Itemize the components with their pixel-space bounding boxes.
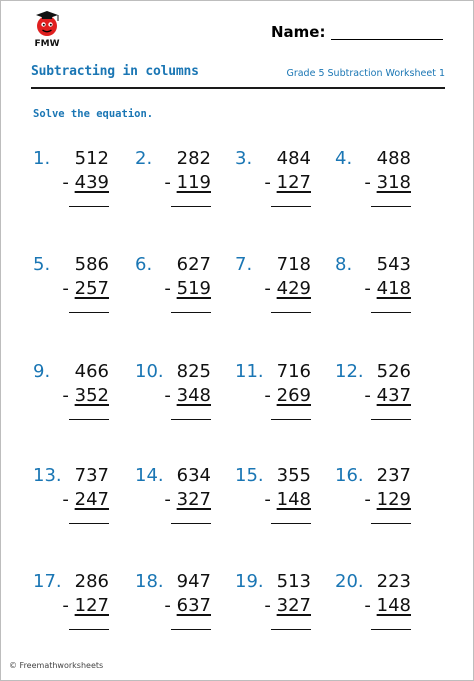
problem-minuend: 526 — [376, 361, 411, 382]
problem-subtrahend-row: - 148 — [264, 489, 311, 510]
problem-subtrahend: 418 — [376, 278, 411, 299]
answer-line[interactable] — [171, 629, 211, 630]
problem-number: 12. — [335, 361, 364, 382]
problem-number: 1. — [33, 148, 51, 169]
problem-number: 4. — [335, 148, 353, 169]
problem-subtrahend-row: - 418 — [364, 278, 411, 299]
problem-minuend: 716 — [276, 361, 311, 382]
problem-subtrahend: 637 — [176, 595, 211, 616]
footer-credit: © Freemathworksheets — [9, 661, 104, 670]
problem-minuend: 947 — [176, 571, 211, 592]
problem-subtrahend: 429 — [276, 278, 311, 299]
answer-line[interactable] — [371, 419, 411, 420]
problem-11 — [235, 361, 335, 441]
problem-17 — [33, 571, 133, 651]
problem-subtrahend: 257 — [74, 278, 109, 299]
problem-subtrahend-row: - 327 — [264, 595, 311, 616]
answer-line[interactable] — [271, 206, 311, 207]
problem-18 — [135, 571, 235, 651]
problem-10 — [135, 361, 235, 441]
problem-subtrahend-row: - 127 — [62, 595, 109, 616]
problem-14 — [135, 465, 235, 545]
problem-minuend: 586 — [74, 254, 109, 275]
problem-minuend: 355 — [276, 465, 311, 486]
name-label: Name: — [271, 23, 326, 41]
answer-line[interactable] — [69, 419, 109, 420]
problem-minuend: 223 — [376, 571, 411, 592]
problem-subtrahend: 127 — [74, 595, 109, 616]
problem-subtrahend-row: - 269 — [264, 385, 311, 406]
problem-subtrahend: 247 — [74, 489, 109, 510]
problem-minuend: 484 — [276, 148, 311, 169]
problem-number: 15. — [235, 465, 264, 486]
problem-subtrahend-row: - 439 — [62, 172, 109, 193]
answer-line[interactable] — [371, 523, 411, 524]
problem-minuend: 286 — [74, 571, 109, 592]
answer-line[interactable] — [69, 206, 109, 207]
answer-line[interactable] — [171, 206, 211, 207]
problem-7 — [235, 254, 335, 334]
problem-16 — [335, 465, 435, 545]
problem-subtrahend-row: - 127 — [264, 172, 311, 193]
problem-subtrahend-row: - 327 — [164, 489, 211, 510]
problem-minuend: 466 — [74, 361, 109, 382]
problem-9 — [33, 361, 133, 441]
answer-line[interactable] — [371, 312, 411, 313]
answer-line[interactable] — [271, 629, 311, 630]
problem-number: 5. — [33, 254, 51, 275]
problem-8 — [335, 254, 435, 334]
logo — [31, 9, 63, 55]
answer-line[interactable] — [171, 312, 211, 313]
problem-subtrahend-row: - 257 — [62, 278, 109, 299]
problem-number: 19. — [235, 571, 264, 592]
page-subtitle: Grade 5 Subtraction Worksheet 1 — [286, 68, 445, 79]
problem-minuend: 282 — [176, 148, 211, 169]
problem-subtrahend: 327 — [176, 489, 211, 510]
problem-subtrahend-row: - 318 — [364, 172, 411, 193]
problem-number: 8. — [335, 254, 353, 275]
problem-number: 10. — [135, 361, 164, 382]
problem-minuend: 513 — [276, 571, 311, 592]
problem-number: 20. — [335, 571, 364, 592]
problem-subtrahend: 439 — [74, 172, 109, 193]
answer-line[interactable] — [371, 206, 411, 207]
problem-2 — [135, 148, 235, 228]
problem-number: 18. — [135, 571, 164, 592]
problem-minuend: 512 — [74, 148, 109, 169]
problem-minuend: 488 — [376, 148, 411, 169]
problem-12 — [335, 361, 435, 441]
answer-line[interactable] — [171, 523, 211, 524]
problem-4 — [335, 148, 435, 228]
problem-6 — [135, 254, 235, 334]
name-field[interactable] — [331, 39, 443, 40]
page-title: Subtracting in columns — [31, 64, 199, 79]
problem-subtrahend-row: - 247 — [62, 489, 109, 510]
problem-subtrahend: 327 — [276, 595, 311, 616]
problem-minuend: 634 — [176, 465, 211, 486]
problem-subtrahend-row: - 637 — [164, 595, 211, 616]
problem-subtrahend: 148 — [376, 595, 411, 616]
header-divider — [31, 87, 445, 89]
problem-number: 2. — [135, 148, 153, 169]
problem-minuend: 627 — [176, 254, 211, 275]
problem-minuend: 718 — [276, 254, 311, 275]
problem-subtrahend: 119 — [176, 172, 211, 193]
problem-subtrahend: 348 — [176, 385, 211, 406]
problem-subtrahend: 269 — [276, 385, 311, 406]
answer-line[interactable] — [371, 629, 411, 630]
answer-line[interactable] — [271, 312, 311, 313]
problem-number: 14. — [135, 465, 164, 486]
answer-line[interactable] — [271, 419, 311, 420]
problem-20 — [335, 571, 435, 651]
problem-subtrahend: 519 — [176, 278, 211, 299]
problem-minuend: 737 — [74, 465, 109, 486]
answer-line[interactable] — [271, 523, 311, 524]
problem-1 — [33, 148, 133, 228]
problem-number: 11. — [235, 361, 264, 382]
problem-number: 17. — [33, 571, 62, 592]
problem-subtrahend-row: - 519 — [164, 278, 211, 299]
problem-subtrahend-row: - 148 — [364, 595, 411, 616]
problem-subtrahend: 127 — [276, 172, 311, 193]
problem-number: 7. — [235, 254, 253, 275]
problem-number: 6. — [135, 254, 153, 275]
problem-15 — [235, 465, 335, 545]
problem-subtrahend: 148 — [276, 489, 311, 510]
problem-minuend: 825 — [176, 361, 211, 382]
answer-line[interactable] — [69, 629, 109, 630]
problem-subtrahend: 318 — [376, 172, 411, 193]
problem-subtrahend: 437 — [376, 385, 411, 406]
answer-line[interactable] — [69, 312, 109, 313]
problem-minuend: 237 — [376, 465, 411, 486]
instruction-text: Solve the equation. — [33, 108, 154, 120]
problem-minuend: 543 — [376, 254, 411, 275]
problem-subtrahend-row: - 348 — [164, 385, 211, 406]
problem-subtrahend-row: - 352 — [62, 385, 109, 406]
problem-subtrahend: 129 — [376, 489, 411, 510]
problem-5 — [33, 254, 133, 334]
problem-subtrahend-row: - 129 — [364, 489, 411, 510]
problem-3 — [235, 148, 335, 228]
problem-19 — [235, 571, 335, 651]
problem-number: 16. — [335, 465, 364, 486]
problem-number: 3. — [235, 148, 253, 169]
problem-subtrahend-row: - 119 — [164, 172, 211, 193]
problem-subtrahend: 352 — [74, 385, 109, 406]
problem-number: 9. — [33, 361, 51, 382]
answer-line[interactable] — [69, 523, 109, 524]
problem-subtrahend-row: - 437 — [364, 385, 411, 406]
answer-line[interactable] — [171, 419, 211, 420]
problem-subtrahend-row: - 429 — [264, 278, 311, 299]
problem-number: 13. — [33, 465, 62, 486]
problem-13 — [33, 465, 133, 545]
logo-text: FMW — [34, 39, 60, 49]
graduation-cap-face-icon — [31, 9, 63, 39]
